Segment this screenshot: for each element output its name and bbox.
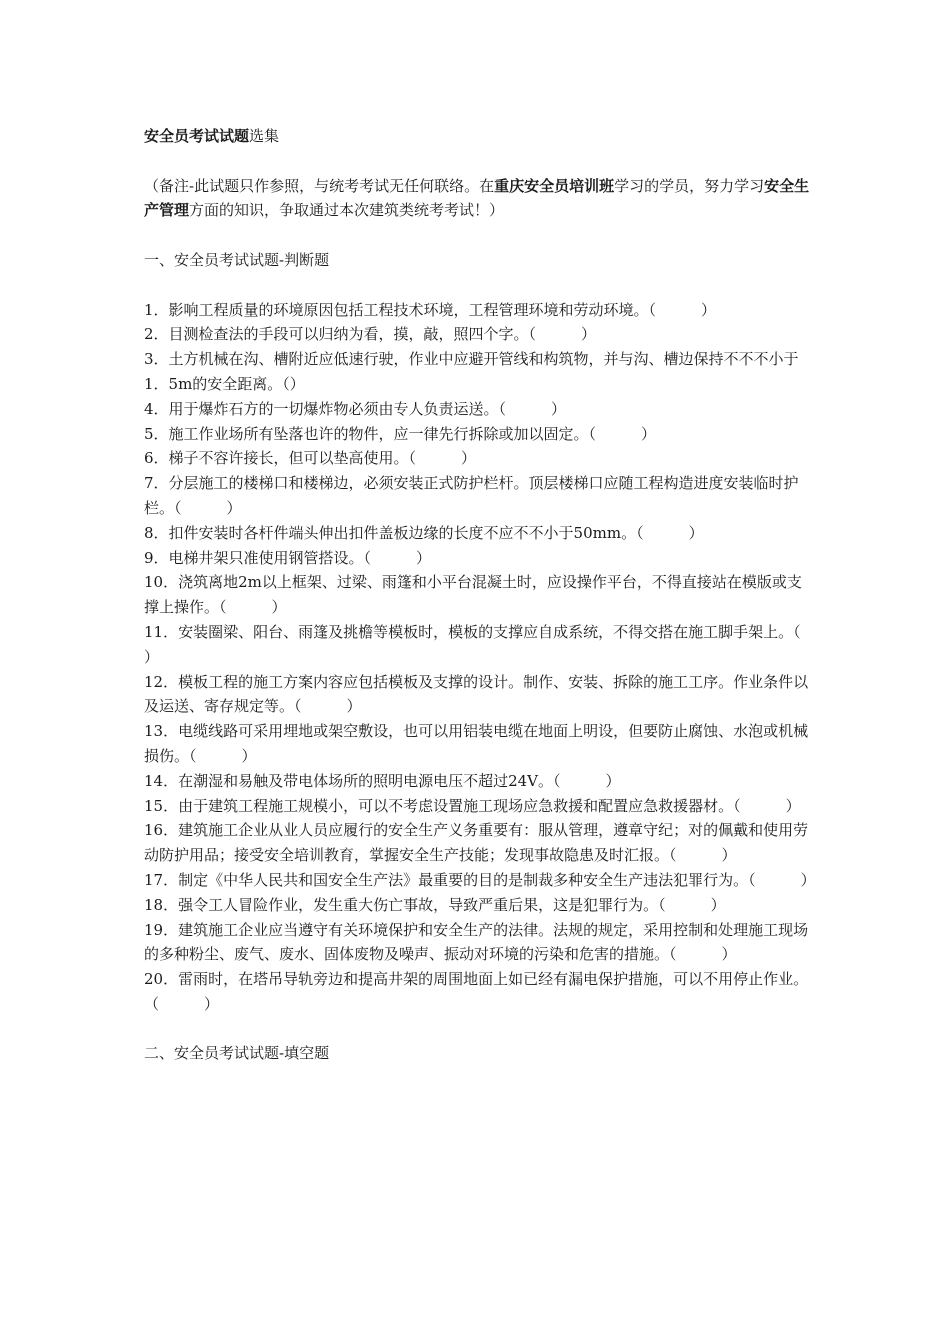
question-item: 13．电缆线路可采用埋地或架空敷设，也可以用铝装电缆在地面上明设，但要防止腐蚀、水泡或机械损伤。（ ）	[144, 722, 809, 765]
question-item: 6．梯子不容许接长，但可以垫高使用。（ ）	[144, 449, 477, 468]
question-item: 1．影响工程质量的环境原因包括工程技术环境，工程管理环境和劳动环境。（ ）	[144, 300, 717, 319]
note-text: 学习的学员，努力学习	[614, 176, 765, 195]
question-item: 17．制定《中华人民共和国安全生产法》最重要的目的是制裁多种安全生产违法犯罪行为。（ ）	[144, 870, 816, 889]
note-link-management[interactable]: 安全生产管理	[144, 176, 810, 220]
title-bold: 安全员考试试题	[144, 127, 250, 145]
question-item: 8．扣件安装时各杆件端头伸出扣件盖板边缘的长度不应不不小于50mm。（ ）	[144, 523, 704, 542]
note-paragraph	[144, 174, 814, 224]
section-heading-judgement: 一、安全员考试试题-判断题	[144, 250, 330, 269]
question-item: 4．用于爆炸石方的一切爆炸物必须由专人负责运送。（ ）	[144, 399, 567, 418]
question-item: 14．在潮湿和易触及带电体场所的照明电源电压不超过24V。（ ）	[144, 771, 621, 790]
question-item: 20．雷雨时，在塔吊导轨旁边和提高井架的周围地面上如已经有漏电保护措施，可以不用停止作业。（ ）	[144, 970, 809, 1013]
document-body	[144, 124, 846, 1066]
question-item: 2．目测检查法的手段可以归纳为看，摸，敲，照四个字。（ ）	[144, 325, 597, 344]
title-rest: 选集	[249, 127, 280, 145]
note-text: （备注-此试题只作参照，与统考考试无任何联络。在	[144, 176, 495, 195]
question-item: 19．建筑施工企业应当遵守有关环境保护和安全生产的法律。法规的规定，采用控制和处理施工现场的多种粉尘、废气、废水、固体废物及噪声、振动对环境的污染和危害的措施。（ ）	[144, 920, 809, 964]
question-item: 10．浇筑离地2m以上框架、过梁、雨篷和小平台混凝土时，应设操作平台，不得直接站在模版或支撑上操作。（ ）	[144, 573, 802, 617]
question-item: 15．由于建筑工程施工规模小，可以不考虑设置施工现场应急救援和配置应急救援器材。（ ）	[144, 796, 801, 815]
question-item: 9．电梯井架只准使用钢管搭设。（ ）	[144, 548, 432, 567]
question-item: 11．安装圈梁、阳台、雨篷及挑檐等模板时，模板的支撑应自成系统，不得交搭在施工脚手架上。（ ）	[144, 622, 846, 666]
question-item: 12．模板工程的施工方案内容应包括模板及支撑的设计。制作、安装、拆除的施工工序。作业条件以及运送、寄存规定等。（ ）	[144, 672, 809, 716]
section-heading-fill-blank: 二、安全员考试试题-填空题	[144, 1044, 330, 1063]
document-title	[144, 124, 814, 149]
question-item: 18．强令工人冒险作业，发生重大伤亡事故，导致严重后果，这是犯罪行为。（ ）	[144, 895, 726, 914]
question-item: 5．施工作业场所有坠落也许的物件，应一律先行拆除或加以固定。（ ）	[144, 424, 657, 443]
question-item: 7．分层施工的楼梯口和楼梯边，必须安装正式防护栏杆。顶层楼梯口应随工程构造进度安装临时护栏。（ ）	[144, 474, 799, 517]
note-text: 方面的知识，争取通过本次建筑类统考考试！）	[189, 201, 505, 220]
question-item: 3．土方机械在沟、槽附近应低速行驶，作业中应避开管线和构筑物，并与沟、槽边保持不不不小于1．5m的安全距离。（）	[144, 350, 799, 393]
question-list	[144, 298, 846, 1017]
question-item: 16．建筑施工企业从业人员应履行的安全生产义务重要有：服从管理，遵章守纪；对的佩戴和使用劳动防护用品；接受安全培训教育，掌握安全生产技能；发现事故隐患及时汇报。（ ）	[144, 821, 809, 865]
note-link-training[interactable]: 重庆安全员培训班	[494, 176, 615, 195]
